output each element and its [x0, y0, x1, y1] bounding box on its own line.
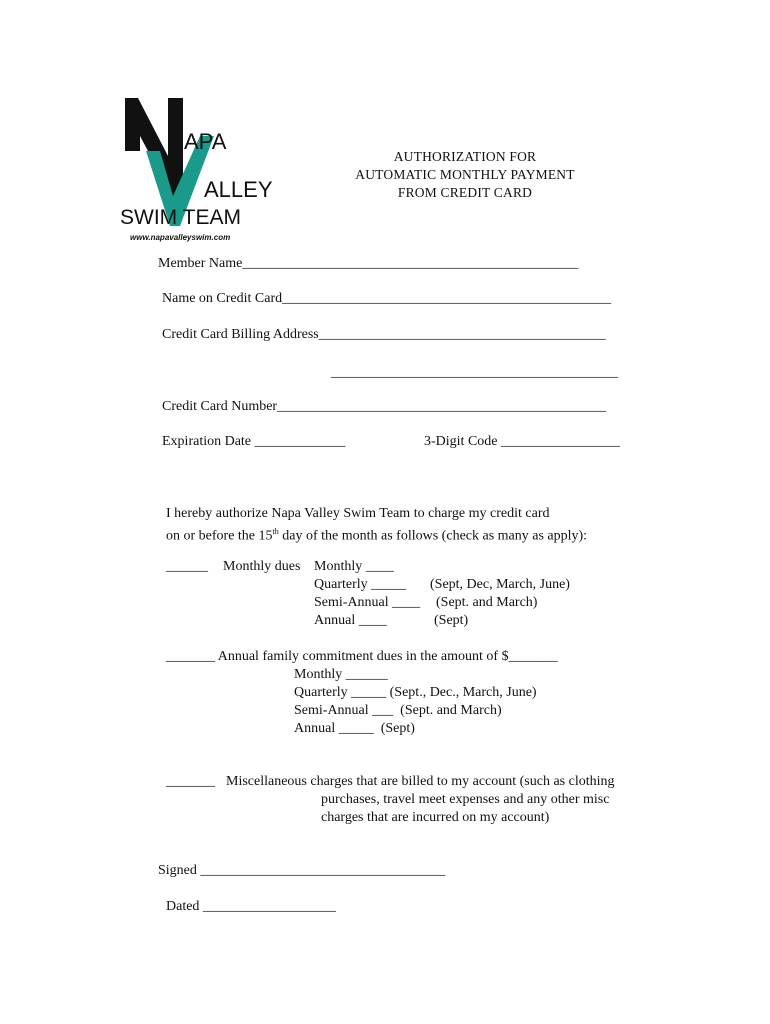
misc-charges-line-1: Miscellaneous charges that are billed to my account (such as clothing: [226, 774, 615, 789]
monthly-dues-quarterly-note: (Sept, Dec, March, June): [430, 577, 570, 592]
monthly-dues-annual-option[interactable]: Annual ____: [314, 613, 387, 628]
card-number-field[interactable]: Credit Card Number_______________________________________________: [162, 399, 607, 414]
misc-charges-line-3: charges that are incurred on my account): [321, 810, 550, 825]
form-title: [320, 148, 610, 202]
misc-charges-line-2: purchases, travel meet expenses and any other misc: [321, 792, 610, 807]
monthly-dues-quarterly-option[interactable]: Quarterly _____: [314, 577, 407, 592]
authorization-line-2-post: day of the month as follows (check as many as apply):: [278, 528, 588, 544]
expiration-date-field[interactable]: Expiration Date _____________: [162, 434, 346, 449]
logo-alley-text: ALLEY: [204, 177, 273, 202]
logo-url-text: www.napavalleyswim.com: [130, 233, 231, 242]
misc-charges-checkbox-blank[interactable]: _______: [166, 774, 215, 789]
title-line-2: AUTOMATIC MONTHLY PAYMENT: [355, 167, 575, 182]
monthly-dues-semi-annual-option[interactable]: Semi-Annual ____: [314, 595, 421, 610]
family-commitment-quarterly-option[interactable]: Quarterly _____ (Sept., Dec., March, June): [294, 685, 537, 700]
monthly-dues-annual-note: (Sept): [434, 613, 469, 628]
family-commitment-monthly-option[interactable]: Monthly ______: [294, 667, 388, 682]
monthly-dues-checkbox-blank[interactable]: ______: [166, 559, 208, 574]
family-commitment-semi-annual-option[interactable]: Semi-Annual ___ (Sept. and March): [294, 703, 502, 718]
monthly-dues-semi-annual-note: (Sept. and March): [436, 595, 538, 610]
name-on-card-field[interactable]: Name on Credit Card_______________________________________________: [162, 291, 612, 306]
authorization-sup-th: th: [272, 527, 279, 536]
authorization-line-1: I hereby authorize Napa Valley Swim Team to charge my credit card: [166, 506, 550, 521]
family-commitment-annual-option[interactable]: Annual _____ (Sept): [294, 721, 415, 736]
authorization-line-2-pre: on or before the 15: [166, 528, 273, 544]
logo-swim-team-text: SWIM TEAM: [120, 206, 241, 229]
billing-address-field[interactable]: Credit Card Billing Address_________________________________________: [162, 327, 606, 342]
family-commitment-line[interactable]: _______ Annual family commitment dues in the amount of $_______: [166, 649, 558, 664]
member-name-field[interactable]: Member Name________________________________________________: [158, 256, 579, 271]
three-digit-code-field[interactable]: 3-Digit Code _________________: [424, 434, 620, 449]
logo-apa-text: APA: [184, 129, 227, 154]
monthly-dues-label: Monthly dues: [223, 559, 301, 574]
billing-address-line2-field[interactable]: _________________________________________: [331, 365, 618, 380]
dated-field[interactable]: Dated ___________________: [166, 899, 336, 914]
title-line-3: FROM CREDIT CARD: [397, 185, 533, 200]
authorization-line-2: [166, 523, 587, 546]
title-line-1: AUTHORIZATION FOR: [393, 149, 537, 164]
signed-field[interactable]: Signed ___________________________________: [158, 863, 446, 878]
monthly-dues-monthly-option[interactable]: Monthly ____: [314, 559, 394, 574]
napa-valley-logo: [118, 96, 278, 246]
